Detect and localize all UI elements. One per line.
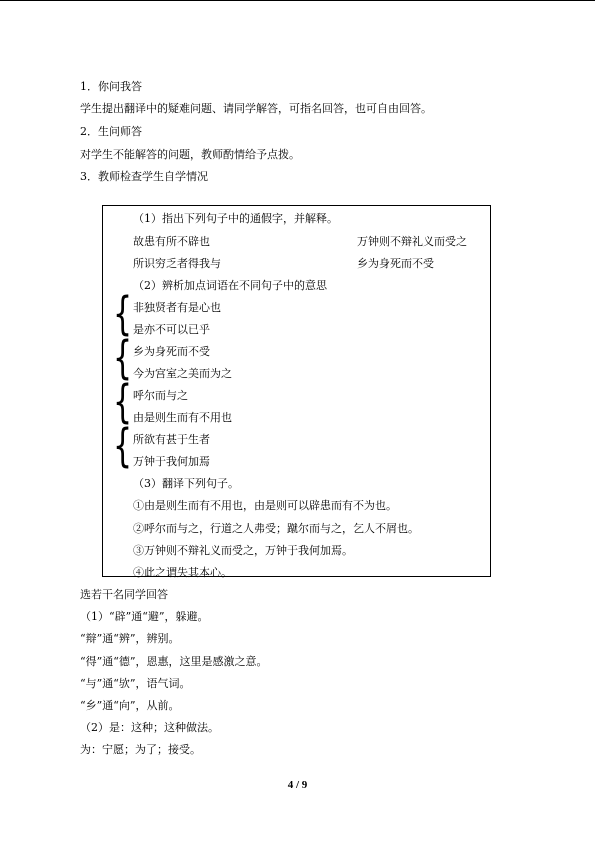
pair-2-line-1: 乡为身死而不受 — [133, 345, 210, 358]
pair-4-line-2: 万钟于我何加焉 — [133, 455, 210, 468]
brace-icon: { — [113, 420, 133, 473]
page-number: 4 / 9 — [287, 779, 308, 791]
pair-1-line-2: 是亦不可以已乎 — [133, 323, 210, 336]
pair-2-line-2: 今为宫室之美而为之 — [133, 367, 232, 380]
answer-3: “得”通“德”，恩惠，这里是感激之意。 — [80, 655, 268, 668]
translation-2: ②呼尔而与之，行道之人弗受；蹴尔而与之，乞人不屑也。 — [133, 522, 419, 535]
answer-2: “辩”通“辨”，辨别。 — [80, 632, 180, 645]
pair-3-line-1: 呼尔而与之 — [133, 389, 188, 402]
brace-icon: { — [113, 288, 133, 341]
translation-4: ④此之谓失其本心。 — [133, 566, 232, 579]
brace-icon: { — [113, 332, 133, 385]
exercise-q1-row1-left: 故患有所不辟也 — [133, 235, 210, 248]
translation-3: ③万钟则不辩礼义而受之，万钟于我何加焉。 — [133, 544, 353, 557]
pair-4-line-1: 所欲有甚于生者 — [133, 433, 210, 446]
section-heading-3: 3．教师检查学生自学情况 — [80, 170, 208, 183]
answers-lead: 选若干名同学回答 — [80, 588, 168, 601]
pair-3-line-2: 由是则生而有不用也 — [133, 411, 232, 424]
exercise-q1-row1-right: 万钟则不辩礼义而受之 — [357, 235, 467, 248]
paragraph-2: 对学生不能解答的问题，教师酌情给予点拨。 — [80, 148, 300, 161]
paragraph-1: 学生提出翻译中的疑难问题、请同学解答，可指名回答，也可自由回答。 — [80, 102, 432, 115]
answer-1: （1）“辟”通“避”，躲避。 — [80, 610, 209, 623]
answer-4: “与”通“欤”，语气词。 — [80, 677, 191, 690]
exercise-q1-row2-left: 所识穷乏者得我与 — [133, 257, 221, 270]
pair-1-line-1: 非独贤者有是心也 — [133, 301, 221, 314]
answer-6: （2）是：这种；这种做法。 — [80, 721, 219, 734]
translation-1: ①由是则生而有不用也，由是则可以辟患而有不为也。 — [133, 499, 397, 512]
answer-7: 为：宁愿；为了；接受。 — [80, 743, 201, 756]
section-heading-2: 2．生问师答 — [80, 125, 142, 138]
section-heading-1: 1．你问我答 — [80, 80, 142, 93]
answer-5: “乡”通“向”，从前。 — [80, 699, 180, 712]
exercise-q2: （2）辨析加点词语在不同句子中的意思 — [133, 279, 327, 292]
header-rule — [0, 0, 595, 1]
brace-icon: { — [113, 376, 133, 429]
exercise-q1-row2-right: 乡为身死而不受 — [357, 257, 434, 270]
exercise-q3: （3）翻译下列句子。 — [133, 477, 239, 490]
exercise-q1: （1）指出下列句子中的通假字，并解释。 — [133, 212, 338, 225]
